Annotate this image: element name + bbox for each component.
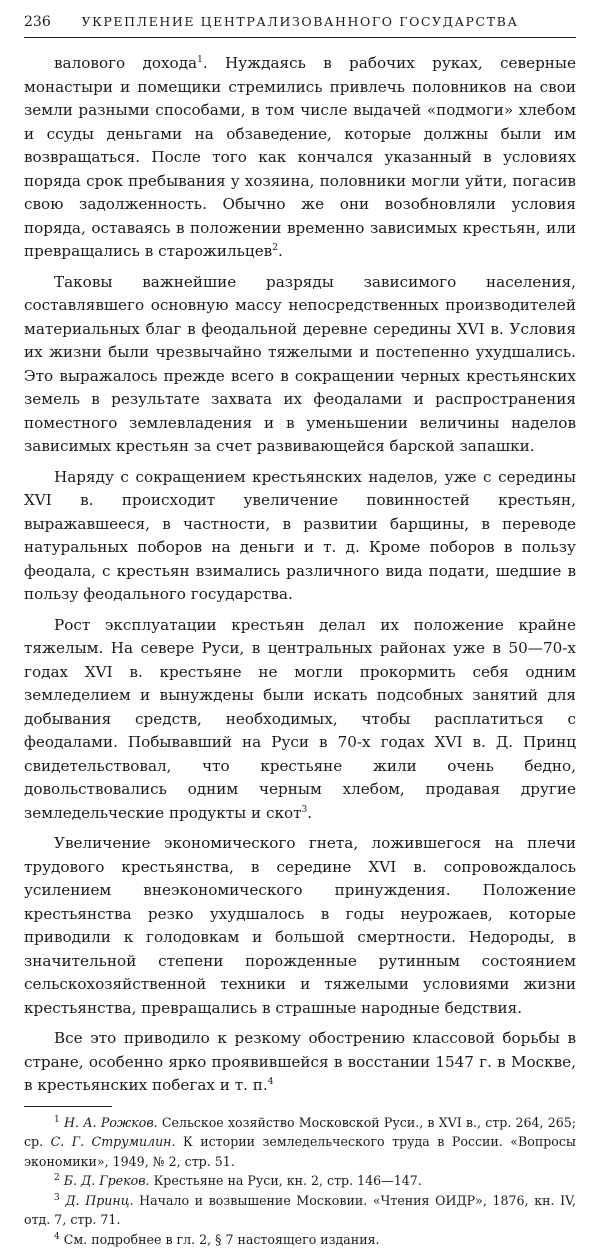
paragraph-2: Таковы важнейшие разряды зависимого населения, составлявшего основную массу непосредственных производителей материальных благ в феодальной деревне середины XVI в. Условия их жизни были чрезвычайно тяжелыми и постепенно ухудшались. Это выражалось прежде всего в сокращении черных крестьянских земель в результате захвата их феодалами и распространения поместного землевладения и в уменьшении величины наделов зависимых крестьян за счет развивающейся барской запашки.: [24, 271, 576, 459]
footnote-divider: [24, 1106, 112, 1107]
page-number: 236: [24, 14, 64, 30]
footnote-ref-3: 3: [302, 804, 308, 814]
footnote-ref-2: 2: [272, 243, 278, 253]
footnote-ref-4: 4: [268, 1077, 274, 1087]
main-text: [24, 52, 576, 1098]
footnote-3: $^3$ Д. Принц. Начало и возвышение Московии. «Чтения ОИДР», 1876, кн. IV, отд. 7, стр. 71.: [24, 1191, 576, 1230]
footnote-2: $^2$ Б. Д. Греков. Крестьяне на Руси, кн. 2, стр. 146—147.: [24, 1171, 576, 1191]
running-title: УКРЕПЛЕНИЕ ЦЕНТРАЛИЗОВАННОГО ГОСУДАРСТВА: [64, 14, 576, 29]
page-header: [24, 14, 576, 38]
paragraph-3: Наряду с сокращением крестьянских наделов, уже с середины XVI в. происходит увеличение повинностей крестьян, выражавшееся, в частности, в развитии барщины, в переводе натуральных поборов на деньги и т. д. Кроме поборов в пользу феодала, с крестьян взимались различного вида подати, шедшие в пользу феодального государства.: [24, 466, 576, 607]
footnotes: [24, 1113, 576, 1249]
paragraph-5: Увеличение экономического гнета, ложившегося на плечи трудового крестьянства, в середине XVI в. сопровождалось усилением внеэкономического принуждения. Положение крестьянства резко ухудшалось в годы неурожаев, которые приводили к голодовкам и большой смертности. Недороды, в значительной степени порожденные рутинным состоянием сельскохозяйственной техники и тяжелыми условиями жизни крестьянства, превращались в страшные народные бедствия.: [24, 832, 576, 1020]
paragraph-6: Все это приводило к резкому обострению классовой борьбы в стране, особенно ярко проявившейся в восстании 1547 г. в Москве, в крестьянских побегах и т. п.$^4$: [24, 1027, 576, 1098]
paragraph-4: Рост эксплуатации крестьян делал их положение крайне тяжелым. На севере Руси, в центральных районах уже в 50—70-х годах XVI в. крестьяне не могли прокормить себя одним земледелием и вынуждены были искать подсобных занятий для добывания средств, необходимых, чтобы расплатиться с феодалами. Побывавший на Руси в 70-х годах XVI в. Д. Принц свидетельствовал, что крестьяне жили очень бедно, довольствовались одним черным хлебом, продавая другие земледельческие продукты и скот$^3$.: [24, 614, 576, 826]
footnote-1: $^1$ Н. А. Рожков. Сельское хозяйство Московской Руси., в XVI в., стр. 264, 265; ср. С. Г. Струмилин. К истории земледельческого труда в России. «Вопросы экономики», 1949, № 2, стр. 51.: [24, 1113, 576, 1172]
footnote-ref-1: 1: [197, 55, 203, 65]
paragraph-1: валового дохода$^1$. Нуждаясь в рабочих руках, северные монастыри и помещики стремились привлечь половников на свои земли разными способами, в том числе выдачей «подмоги» хлебом и ссуды деньгами на обзаведение, которые должны были им возвращаться. После того как кончался указанный в условиях поряда срок пребывания у хозяина, половники могли уйти, погасив свою задолженность. Обычно же они возобновляли условия поряда, оставаясь в положении временно зависимых крестьян, или превращались в старожильцев$^2$.: [24, 52, 576, 264]
footnote-4: $^4$ См. подробнее в гл. 2, § 7 настоящего издания.: [24, 1230, 576, 1249]
